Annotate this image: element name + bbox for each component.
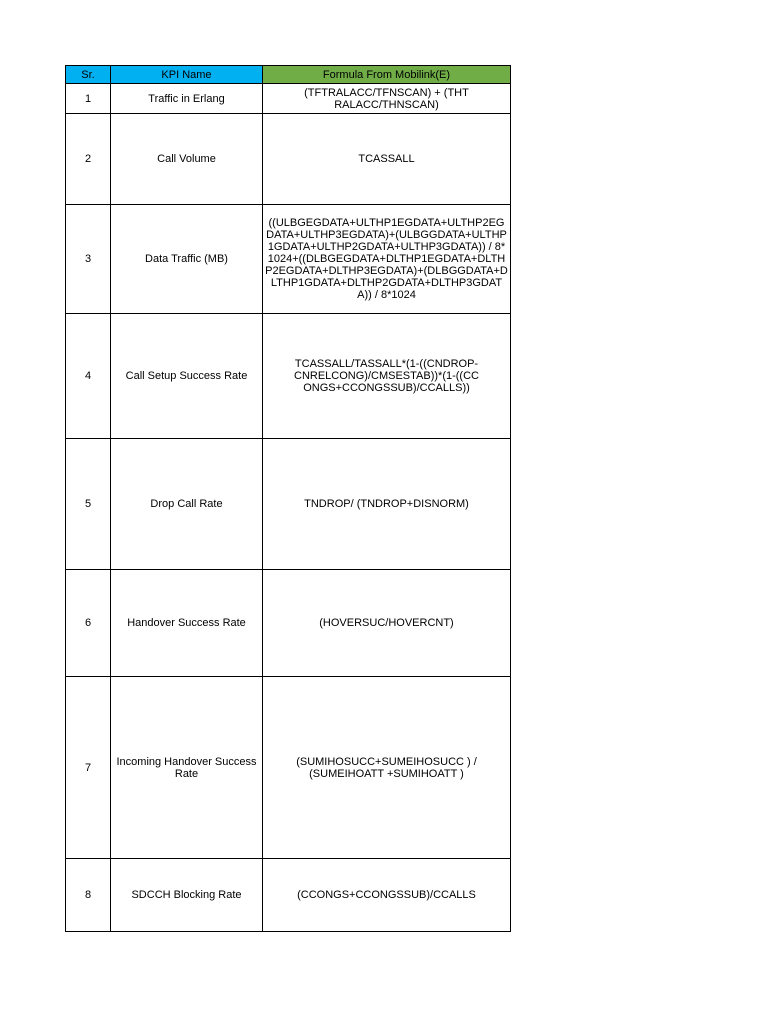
table-row (66, 205, 511, 314)
table-row (66, 570, 511, 677)
kpi-table (65, 65, 511, 932)
table-row (66, 859, 511, 932)
row-kpi-name: Call Setup Success Rate (111, 314, 263, 439)
header-formula: Formula From Mobilink(E) (263, 66, 511, 84)
row-kpi-name: Call Volume (111, 114, 263, 205)
row-kpi-name: Drop Call Rate (111, 439, 263, 570)
row-sr: 6 (66, 570, 111, 677)
row-formula: TCASSALL/TASSALL*(1-((CNDROP-CNRELCONG)/CMSESTAB))*(1-((CCONGS+CCONGSSUB)/CCALLS)) (263, 314, 511, 439)
row-sr: 7 (66, 677, 111, 859)
table-row (66, 114, 511, 205)
row-formula: (SUMIHOSUCC+SUMEIHOSUCC ) / (SUMEIHOATT +SUMIHOATT ) (263, 677, 511, 859)
row-kpi-name: Handover Success Rate (111, 570, 263, 677)
row-sr: 3 (66, 205, 111, 314)
row-sr: 4 (66, 314, 111, 439)
row-sr: 2 (66, 114, 111, 205)
table-row (66, 677, 511, 859)
row-formula: TNDROP/ (TNDROP+DISNORM) (263, 439, 511, 570)
table-row (66, 84, 511, 114)
row-sr: 1 (66, 84, 111, 114)
row-sr: 8 (66, 859, 111, 932)
row-formula: (TFTRALACC/TFNSCAN) + (THTRALACC/THNSCAN) (263, 84, 511, 114)
header-sr: Sr. (66, 66, 111, 84)
row-formula: ((ULBGEGDATA+ULTHP1EGDATA+ULTHP2EGDATA+ULTHP3EGDATA)+(ULBGGDATA+ULTHP1GDATA+ULTHP2GDATA+ULTHP3GDATA)) / 8*1024+((DLBGEGDATA+DLTHP1EGDATA+DLTHP2EGDATA+DLTHP3EGDATA)+(DLBGGDATA+DLTHP1GDATA+DLTHP2GDATA+DLTHP3GDATA)) / 8*1024 (263, 205, 511, 314)
header-kpi-name: KPI Name (111, 66, 263, 84)
table-row (66, 314, 511, 439)
header-row (66, 66, 511, 84)
row-kpi-name: Data Traffic (MB) (111, 205, 263, 314)
row-kpi-name: Incoming Handover Success Rate (111, 677, 263, 859)
row-sr: 5 (66, 439, 111, 570)
row-formula: (HOVERSUC/HOVERCNT) (263, 570, 511, 677)
row-formula: TCASSALL (263, 114, 511, 205)
row-kpi-name: SDCCH Blocking Rate (111, 859, 263, 932)
row-formula: (CCONGS+CCONGSSUB)/CCALLS (263, 859, 511, 932)
table-row (66, 439, 511, 570)
row-kpi-name: Traffic in Erlang (111, 84, 263, 114)
